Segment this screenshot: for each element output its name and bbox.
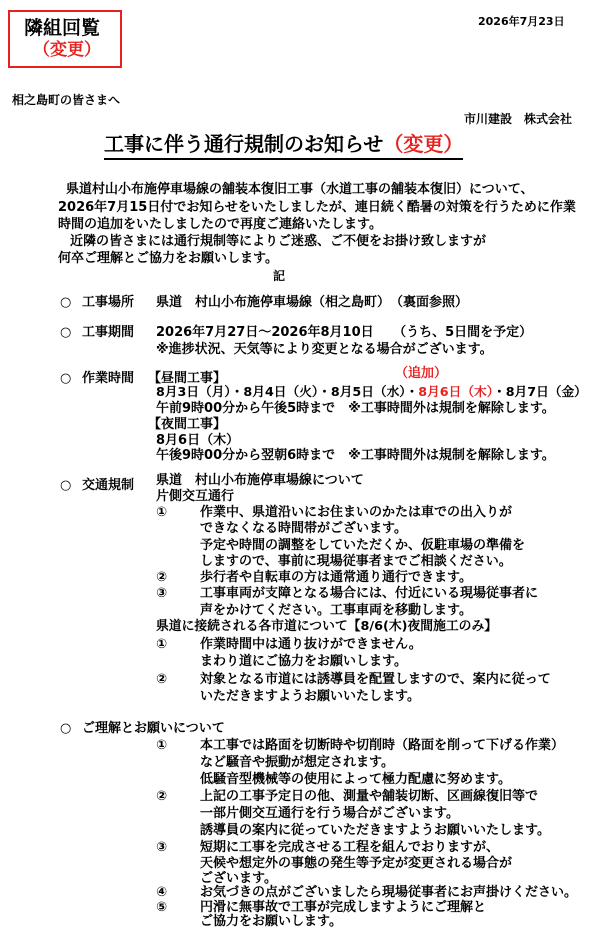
traffic-item-2: 歩行者や自転車の方は通常通り通行できます。 <box>200 570 472 585</box>
day-work-time: 午前9時00分から午後5時まで ※工事時間外は規制を解除します。 <box>156 401 555 416</box>
request-1-line-b: など騒音や振動が想定されます。 <box>200 755 394 770</box>
city-item-1-line-a: 作業時間中は通り抜けができません。 <box>200 637 422 652</box>
traffic-item-1-line-a: 作業中、県道沿いにお住まいのかたは車での出入りが <box>200 505 513 520</box>
page-title-main: 工事に伴う通行規制のお知らせ <box>104 132 384 156</box>
request-3-line-c: ございます。 <box>200 871 277 886</box>
day-work-heading: 【昼間工事】 <box>148 371 227 386</box>
requests-heading: ご理解とお願いについて <box>82 721 225 736</box>
request-3-line-a: 短期に工事を完成させる工程を組んでおりますが、 <box>200 840 500 855</box>
request-5-number: ⑤ <box>156 900 168 915</box>
request-1-line-a: 本工事では路面を切断時や切削時（路面を削って下げる作業） <box>200 738 565 753</box>
recipient: 相之島町の皆さまへ <box>12 93 121 107</box>
traffic-label: 交通規制 <box>82 478 135 493</box>
traffic-item-1-line-d: しますので、事前に現場従事者までご相談ください。 <box>200 554 512 569</box>
period-label: 工事期間 <box>82 325 135 340</box>
added-label: （追加） <box>395 366 448 381</box>
hours-bullet: ○ <box>60 371 72 386</box>
location-bullet: ○ <box>60 295 72 310</box>
intro-line-2: 2026年7月15日付でお知らせをいたしましたが、連日続く酷暑の対策を行うために作業 <box>58 200 576 215</box>
night-work-time: 午後9時00分から翌朝6時まで ※工事時間外は規制を解除します。 <box>156 448 555 463</box>
period-note: ※進捗状況、天気等により変更となる場合がございます。 <box>156 342 493 357</box>
request-4: お気づきの点がございましたら現場従事者にお声掛けください。 <box>200 885 578 900</box>
page-title-change: （変更） <box>383 132 464 156</box>
location-label: 工事場所 <box>82 295 135 310</box>
city-item-2-line-b: いただきますようお願いいたします。 <box>200 689 420 704</box>
request-5-line-a: 円滑に無事故で工事が完成しますようにご理解と <box>200 900 487 915</box>
traffic-item-1-number: ① <box>156 505 168 520</box>
intro-line-4: 近隣の皆さまには通行規制等によりご迷惑、ご不便をお掛け致しますが <box>70 234 487 249</box>
intro-line-5: 何卒ご理解とご協力をお願いします。 <box>58 251 278 266</box>
request-2-line-c: 誘導員の案内に従っていただきますようお願いいたします。 <box>200 823 550 838</box>
night-work-heading: 【夜間工事】 <box>148 417 227 432</box>
document-date: 2026年7月23日 <box>478 15 565 28</box>
request-4-number: ④ <box>156 885 168 900</box>
ki-mark: 記 <box>273 269 286 283</box>
traffic-item-1-line-c: 予定や時間の調整をしていただくか、仮駐車場の準備を <box>200 538 526 553</box>
traffic-item-2-number: ② <box>156 570 168 585</box>
page-title <box>104 131 463 160</box>
intro-line-3: 時間の追加をいたしましたので再度ご連絡いたします。 <box>58 217 382 232</box>
traffic-item-3-number: ③ <box>156 586 168 601</box>
day-work-dates <box>156 383 587 400</box>
night-work-date: 8月6日（木） <box>156 433 240 448</box>
request-2-line-b: 一部片側交互通行を行う場合がございます。 <box>200 806 459 821</box>
request-3-line-b: 天候や想定外の事態の発生等予定が変更される場合が <box>200 856 513 871</box>
request-1-number: ① <box>156 738 168 753</box>
hours-label: 作業時間 <box>82 371 135 386</box>
city-item-1-line-b: まわり道にご協力をお願いします。 <box>200 654 407 669</box>
request-2-number: ② <box>156 789 168 804</box>
traffic-item-1-line-b: できなくなる時間帯がございます。 <box>200 521 407 536</box>
city-item-2-line-a: 対象となる市道には誘導員を配置しますので、案内に従って <box>200 672 551 687</box>
day-work-dates-a: 8月3日（月）・8月4日（火）・8月5日（水）・ <box>156 384 419 399</box>
traffic-bullet: ○ <box>60 478 72 493</box>
day-work-dates-b: ・8月7日（金） <box>493 384 587 399</box>
city-item-1-number: ① <box>156 637 168 652</box>
sender-company: 市川建設 株式会社 <box>464 112 573 126</box>
location-value: 県道 村山小布施停車場線（相之島町） （裏面参照） <box>156 295 469 310</box>
city-road-heading: 県道に接続される各市道について【8/6(木)夜間施工のみ】 <box>156 619 498 634</box>
period-bullet: ○ <box>60 325 72 340</box>
day-work-dates-added: 8月6日（木） <box>418 384 494 399</box>
requests-bullet: ○ <box>60 721 72 736</box>
traffic-item-3-line-a: 工事車両が支障となる場合には、付近にいる現場従事者に <box>200 586 539 601</box>
city-item-2-number: ② <box>156 672 168 687</box>
request-1-line-c: 低騒音型機械等の使用によって極力配慮に努めます。 <box>200 772 511 787</box>
request-5-line-b: ご協力をお願いします。 <box>200 914 342 929</box>
period-value: 2026年7月27日～2026年8月10日 （うち、5日間を予定） <box>156 325 533 340</box>
traffic-item-3-line-b: 声をかけてください。工事車両を移動します。 <box>200 603 472 618</box>
intro-line-1: 県道村山小布施停車場線の舗装本復旧工事（水道工事の舗装本復旧）について、 <box>66 182 534 197</box>
alternating-traffic: 片側交互通行 <box>156 489 235 504</box>
prefectural-road-heading: 県道 村山小布施停車場線について <box>156 473 364 488</box>
request-3-number: ③ <box>156 840 168 855</box>
circular-notice-title: 隣組回覧 <box>24 17 101 39</box>
request-2-line-a: 上記の工事予定日の他、測量や舗装切断、区画線復旧等で <box>200 789 539 804</box>
circular-notice-change-label: （変更） <box>33 40 101 60</box>
